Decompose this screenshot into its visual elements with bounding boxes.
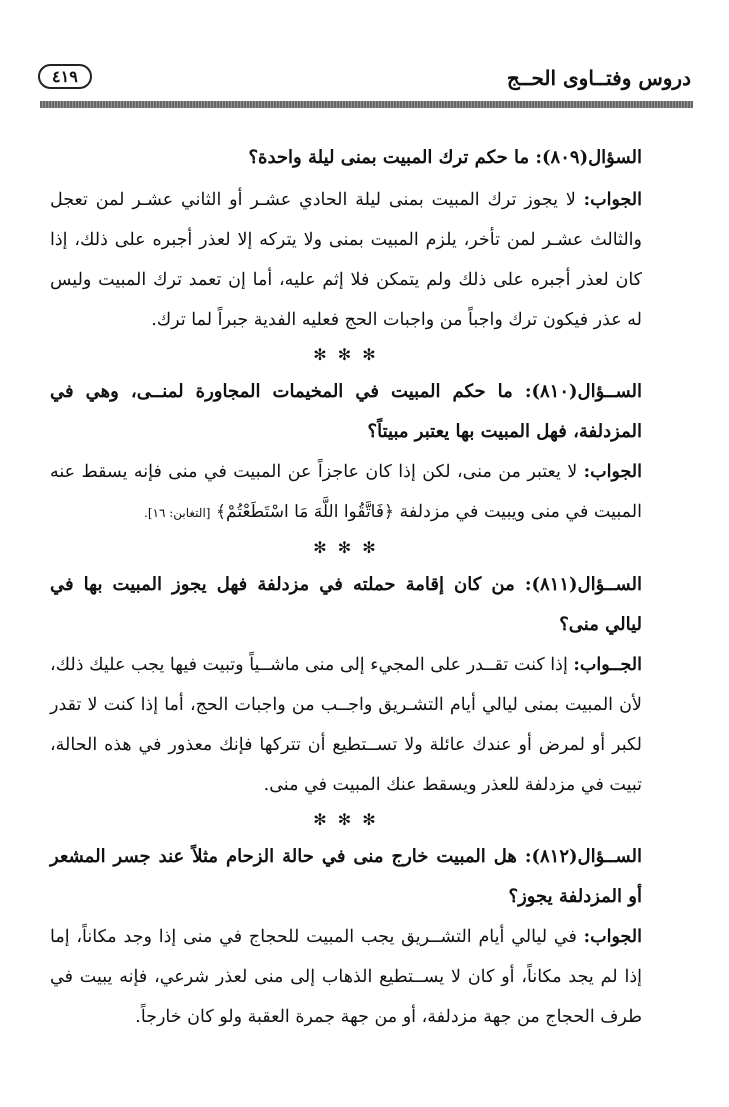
answer-text: لا يعتبر من منى، لكن إذا كان عاجزاً عن المبيت في منى فإنه يسقط عنه المبيت في منى ويبيت في مزدلفة <box>50 462 642 522</box>
answer-text: لا يجوز ترك المبيت بمنى ليلة الحادي عشـر أو الثاني عشـر لمن تعجل والثالث عشـر لمن تأخر، يلزم المبيت بمنى ولا يتركه إلا لعذر أجبره على ذلك، إذا كان لعذر أجبره على ذلك ولم يتمكن فلا إثم عليه، أما إن تعمد ترك المبيت وليس له عذر فيكون ترك واجباً من واجبات الحج فعليه الفدية جبراً لما ترك. <box>50 190 642 330</box>
answer-810 <box>50 452 642 533</box>
answer-label: الجواب: <box>583 190 642 210</box>
quran-verse: ﴿فَاتَّقُوا اللَّهَ مَا اسْتَطَعْتُمْ﴾ <box>216 502 394 522</box>
answer-label: الجــواب: <box>573 655 642 675</box>
answer-text: إذا كنت تقــدر على المجيء إلى منى ماشــياً وتبيت فيها يجب عليك ذلك، لأن المبيت بمنى ليالي أيام التشـريق واجــب من واجبات الحج، أما إذا كنت لا تقدر لكبر أو لمرض أو عندك عائلة ولا تســتطيع أن تتركها فإنك معذور في هذه الحالة، تبيت في مزدلفة للعذر ويسقط عنك المبيت في منى. <box>50 655 642 795</box>
answer-label: الجواب: <box>583 462 642 482</box>
verse-citation: [التغابن: ١٦]. <box>144 506 211 520</box>
question-811: الســؤال(٨١١): من كان إقامة حملته في مزدلفة فهل يجوز المبيت بها في ليالي منى؟ <box>50 574 642 635</box>
page-header <box>38 60 693 102</box>
question-812: الســؤال(٨١٢): هل المبيت خارج منى في حالة الزحام مثلاً عند جسر المشعر أو المزدلفة يجوز؟ <box>50 846 642 907</box>
section-separator: ✻ ✻ ✻ <box>313 538 379 557</box>
page-number-badge: ٤١٩ <box>38 64 92 89</box>
answer-text: في ليالي أيام التشــريق يجب المبيت للحجاج في منى إذا وجد مكاناً، إما إذا لم يجد مكاناً، أو كان لا يســتطيع الذهاب إلى منى لعذر شرعي، فإنه يبيت في طرف الحجاج من جهة مزدلفة، أو من جهة جمرة العقبة ولو كان خارجاً. <box>50 927 642 1027</box>
section-separator: ✻ ✻ ✻ <box>313 810 379 829</box>
question-809: السؤال(٨٠٩): ما حكم ترك المبيت بمنى ليلة واحدة؟ <box>248 147 642 168</box>
header-rule <box>40 101 693 108</box>
section-separator: ✻ ✻ ✻ <box>313 345 379 364</box>
page-content <box>50 138 642 1037</box>
question-810: الســؤال(٨١٠): ما حكم المبيت في المخيمات المجاورة لمنــى، وهي في المزدلفة، فهل المبيت بها يعتبر مبيتاً؟ <box>50 381 642 442</box>
answer-812 <box>50 917 642 1037</box>
answer-809 <box>50 180 642 340</box>
answer-811 <box>50 645 642 805</box>
running-title: دروس وفتــاوى الحــج <box>506 66 691 90</box>
answer-label: الجواب: <box>583 927 642 947</box>
